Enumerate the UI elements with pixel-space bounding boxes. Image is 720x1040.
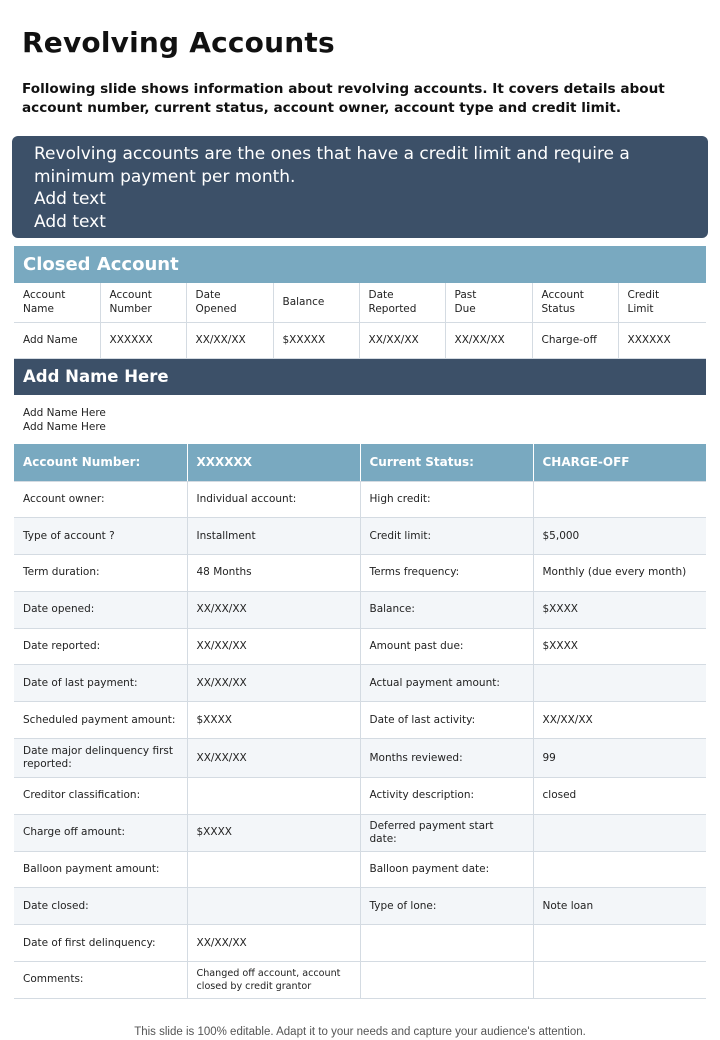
closed-account-table xyxy=(14,283,706,359)
table-cell: Date of last payment: xyxy=(14,665,187,702)
banner-line: Add text xyxy=(34,211,106,232)
table-cell: Comments: xyxy=(14,962,187,999)
table-cell: closed xyxy=(533,778,706,815)
table-cell: XX/XX/XX xyxy=(445,322,532,358)
table-cell xyxy=(187,778,360,815)
table-cell xyxy=(533,851,706,888)
table-row xyxy=(14,518,706,555)
table-cell: $XXXX xyxy=(187,702,360,739)
detail-header-row xyxy=(14,444,706,481)
table-row xyxy=(14,925,706,962)
table-cell xyxy=(533,925,706,962)
table-row xyxy=(14,778,706,815)
column-header: Balance xyxy=(273,283,359,322)
table-cell: XXXXXX xyxy=(100,322,186,358)
table-cell xyxy=(360,925,533,962)
table-row xyxy=(14,962,706,999)
table-cell: $XXXX xyxy=(533,628,706,665)
table-cell: Date closed: xyxy=(14,888,187,925)
table-cell: Type of account ? xyxy=(14,518,187,555)
table-cell: Creditor classification: xyxy=(14,778,187,815)
table-cell: 99 xyxy=(533,739,706,778)
table-cell: XX/XX/XX xyxy=(359,322,445,358)
table-cell: Credit limit: xyxy=(360,518,533,555)
page-title: Revolving Accounts xyxy=(22,26,335,59)
page-subtitle: Following slide shows information about revolving accounts. It covers details about account number, current status, account owner, account type and credit limit. xyxy=(22,81,665,116)
table-cell xyxy=(360,962,533,999)
info-banner xyxy=(12,136,708,238)
name-section-heading: Add Name Here xyxy=(14,359,706,395)
column-header: Account Number xyxy=(100,283,186,322)
table-cell: Monthly (due every month) xyxy=(533,555,706,592)
table-cell: Date of first delinquency: xyxy=(14,925,187,962)
table-row xyxy=(14,481,706,518)
table-cell: Note loan xyxy=(533,888,706,925)
table-cell: Date of last activity: xyxy=(360,702,533,739)
table-cell xyxy=(533,962,706,999)
table-row xyxy=(14,702,706,739)
column-header: Date Opened xyxy=(186,283,273,322)
table-cell: Balance: xyxy=(360,591,533,628)
table-cell: Months reviewed: xyxy=(360,739,533,778)
table-cell: Date reported: xyxy=(14,628,187,665)
table-cell: XX/XX/XX xyxy=(187,591,360,628)
table-cell: XXXXXX xyxy=(618,322,706,358)
column-header: Account Name xyxy=(14,283,100,322)
table-cell: $XXXX xyxy=(187,814,360,851)
table-cell: Charge-off xyxy=(532,322,618,358)
table-row xyxy=(14,628,706,665)
table-cell: XX/XX/XX xyxy=(187,665,360,702)
column-header: Credit Limit xyxy=(618,283,706,322)
table-cell: Balloon payment amount: xyxy=(14,851,187,888)
table-cell xyxy=(187,888,360,925)
table-cell: Amount past due: xyxy=(360,628,533,665)
table-cell xyxy=(533,481,706,518)
table-cell: High credit: xyxy=(360,481,533,518)
table-cell: Account owner: xyxy=(14,481,187,518)
table-cell: $5,000 xyxy=(533,518,706,555)
name-line: Add Name Here xyxy=(23,407,106,419)
table-cell: XX/XX/XX xyxy=(533,702,706,739)
table-row xyxy=(14,665,706,702)
table-cell: XX/XX/XX xyxy=(186,322,273,358)
table-cell: Balloon payment date: xyxy=(360,851,533,888)
table-row xyxy=(14,888,706,925)
table-cell: Term duration: xyxy=(14,555,187,592)
account-detail-table xyxy=(14,444,706,999)
table-cell: Add Name xyxy=(14,322,100,358)
column-header: Date Reported xyxy=(359,283,445,322)
account-number-value: XXXXXX xyxy=(187,444,360,481)
table-row xyxy=(14,814,706,851)
table-cell: Type of lone: xyxy=(360,888,533,925)
column-header: Past Due xyxy=(445,283,532,322)
table-row xyxy=(14,555,706,592)
table-cell xyxy=(533,814,706,851)
table-cell: 48 Months xyxy=(187,555,360,592)
table-cell: $XXXXX xyxy=(273,322,359,358)
table-cell: Deferred payment start date: xyxy=(360,814,533,851)
name-section-body xyxy=(23,406,106,434)
table-cell: $XXXX xyxy=(533,591,706,628)
table-row xyxy=(14,851,706,888)
table-cell: Scheduled payment amount: xyxy=(14,702,187,739)
banner-line: Revolving accounts are the ones that have a credit limit and require a xyxy=(34,144,630,164)
banner-line: minimum payment per month. xyxy=(34,166,296,187)
footer-note: This slide is 100% editable. Adapt it to your needs and capture your audience's attention. xyxy=(134,1026,586,1038)
column-header: Account Status xyxy=(532,283,618,322)
table-cell xyxy=(533,665,706,702)
closed-account-header-row xyxy=(14,283,706,322)
table-cell: Date major delinquency first reported: xyxy=(14,739,187,778)
table-cell xyxy=(187,851,360,888)
closed-account-heading: Closed Account xyxy=(14,246,706,283)
table-cell: Installment xyxy=(187,518,360,555)
name-line: Add Name Here xyxy=(23,421,106,433)
table-cell: XX/XX/XX xyxy=(187,739,360,778)
table-cell: Charge off amount: xyxy=(14,814,187,851)
table-cell: Activity description: xyxy=(360,778,533,815)
table-row xyxy=(14,739,706,778)
table-cell: XX/XX/XX xyxy=(187,925,360,962)
table-row xyxy=(14,591,706,628)
current-status-value: CHARGE-OFF xyxy=(533,444,706,481)
comments-cell: Changed off account, account closed by credit grantor xyxy=(187,962,360,999)
current-status-label: Current Status: xyxy=(360,444,533,481)
table-cell: Actual payment amount: xyxy=(360,665,533,702)
banner-line: Add text xyxy=(34,189,106,209)
account-number-label: Account Number: xyxy=(14,444,187,481)
table-cell: Date opened: xyxy=(14,591,187,628)
closed-account-value-row xyxy=(14,322,706,358)
table-cell: Individual account: xyxy=(187,481,360,518)
table-cell: XX/XX/XX xyxy=(187,628,360,665)
table-cell: Terms frequency: xyxy=(360,555,533,592)
